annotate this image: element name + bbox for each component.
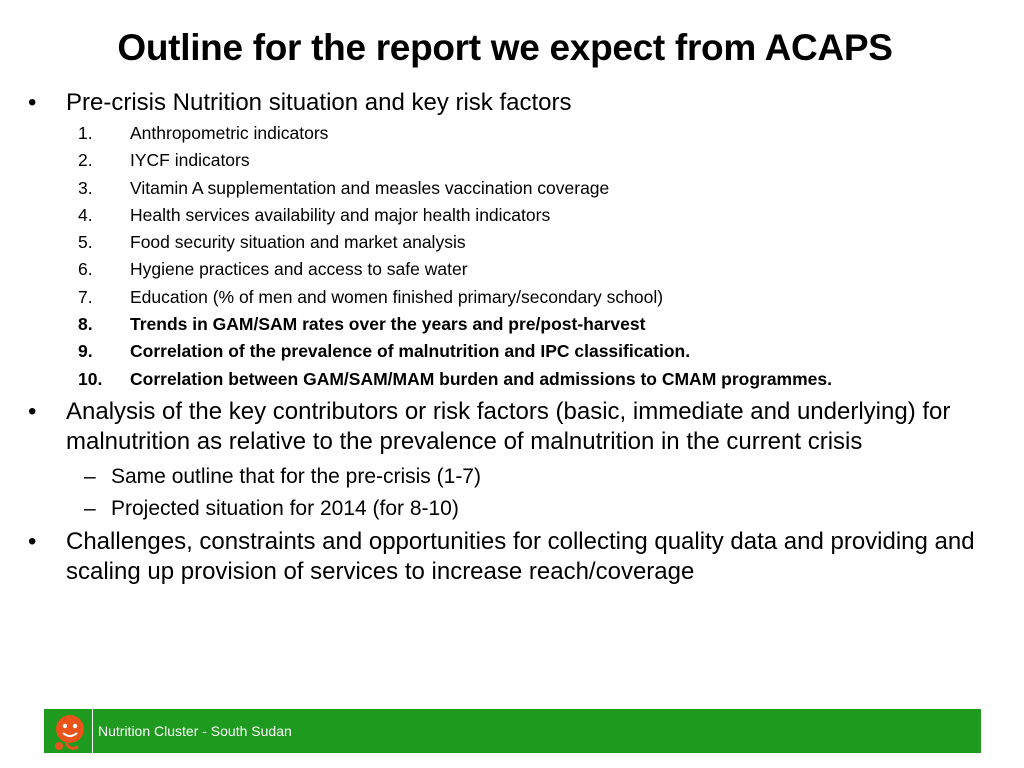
dash-icon: – — [84, 496, 96, 520]
item-text: Correlation of the prevalence of malnutrition and IPC classification. — [130, 341, 691, 362]
numbered-item — [28, 147, 998, 174]
numbered-item — [28, 311, 998, 338]
item-text: Vitamin A supplementation and measles vaccination coverage — [130, 177, 610, 198]
bullet-item — [28, 527, 998, 587]
item-number: 5. — [78, 232, 93, 253]
dash-icon: – — [84, 464, 96, 488]
dash-list — [28, 461, 998, 525]
item-text: Food security situation and market analysis — [130, 232, 466, 253]
item-number: 7. — [78, 286, 93, 307]
dash-item — [28, 461, 998, 493]
numbered-item — [28, 120, 998, 147]
dash-text: Projected situation for 2014 (for 8-10) — [111, 496, 459, 520]
slide-title: Outline for the report we expect from ACAPS — [117, 27, 893, 68]
item-text: Correlation between GAM/SAM/MAM burden and admissions to CMAM programmes. — [130, 368, 833, 389]
numbered-item — [28, 366, 998, 393]
numbered-item — [28, 202, 998, 229]
bullet-icon: • — [28, 397, 37, 425]
slide-content — [28, 88, 998, 587]
numbered-item — [28, 256, 998, 283]
bullet-item — [28, 397, 998, 457]
bullet-icon: • — [28, 527, 37, 555]
item-number: 9. — [78, 341, 93, 362]
bullet-text: Analysis of the key contributors or risk factors (basic, immediate and underlying) for malnutrition as relative to the prevalence of malnutrition in the current crisis — [66, 397, 951, 455]
numbered-item — [28, 175, 998, 202]
item-number: 8. — [78, 314, 93, 335]
item-text: Education (% of men and women finished primary/secondary school) — [130, 286, 664, 307]
footer-text: Nutrition Cluster - South Sudan — [98, 723, 292, 739]
item-number: 2. — [78, 150, 93, 171]
item-text: Health services availability and major health indicators — [130, 204, 551, 225]
numbered-item — [28, 284, 998, 311]
item-text: Trends in GAM/SAM rates over the years and pre/post-harvest — [130, 314, 646, 335]
item-number: 10. — [78, 368, 103, 389]
footer-bar — [44, 709, 981, 753]
item-text: Anthropometric indicators — [130, 123, 329, 143]
item-text: Hygiene practices and access to safe water — [130, 259, 468, 280]
bullet-text: Challenges, constraints and opportunities for collecting quality data and providing and scaling up provision of services to increase reach/coverage — [66, 527, 975, 585]
numbered-list — [28, 120, 998, 393]
dash-text: Same outline that for the pre-crisis (1-7) — [111, 464, 481, 488]
bullet-text: Pre-crisis Nutrition situation and key risk factors — [66, 89, 572, 116]
nutrition-cluster-logo-icon — [44, 709, 93, 753]
dash-item — [28, 493, 998, 525]
item-text: IYCF indicators — [130, 150, 250, 171]
numbered-item — [28, 338, 998, 365]
item-number: 4. — [78, 204, 93, 225]
item-number: 3. — [78, 177, 93, 198]
numbered-item — [28, 229, 998, 256]
item-number: 6. — [78, 259, 93, 280]
bullet-item — [28, 88, 998, 118]
item-number: 1. — [78, 123, 93, 143]
bullet-icon: • — [28, 89, 37, 116]
